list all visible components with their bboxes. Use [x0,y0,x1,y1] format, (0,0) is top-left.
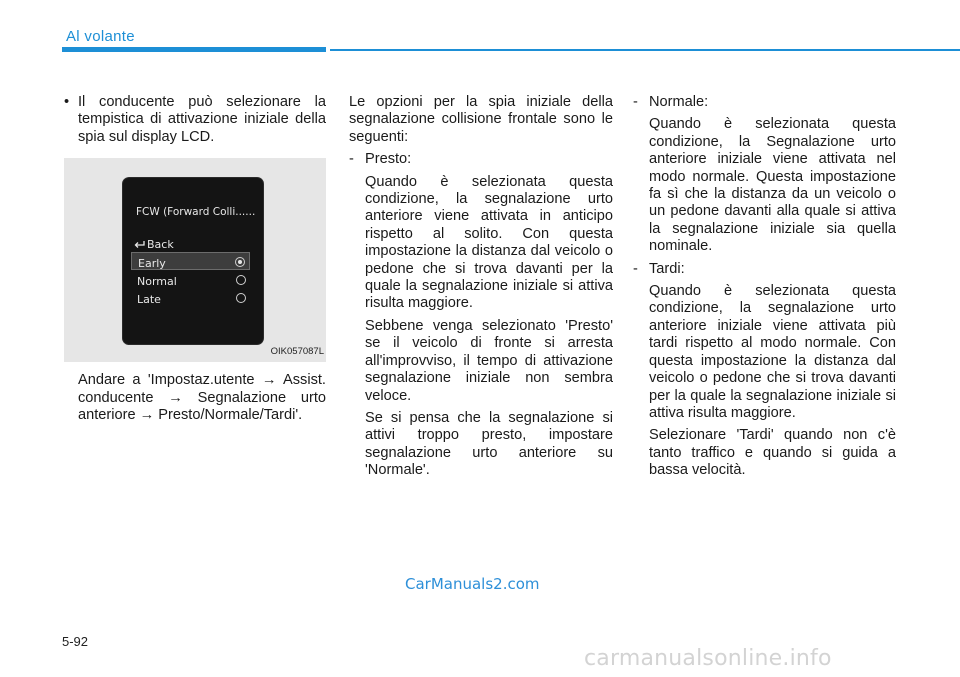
option-presto-label: Presto: [365,151,412,168]
normale-paragraph-1: Quando è selezionata questa condizione, la Segnalazione urto anteriore iniziale viene attivata nel modo normale. Questa impostazione fa sì che la distanza da un veicolo o un pedone davanti alla quale si attiva la segnalazione iniziale sia quella nominale. [649,116,896,255]
lcd-figure [64,158,326,362]
lcd-display [123,178,263,344]
lcd-option-label: Early [138,257,166,271]
section-title: Al volante [66,28,135,45]
lcd-option-label: Normal [137,275,177,289]
option-tardi-heading: - Tardi: [633,260,685,277]
radio-selected-icon [235,257,245,267]
settings-path-text: Andare a 'Impostaz.utente → Assist. conducente → Segnalazione urto anteriore → Presto/Normale/Tardi'. [78,372,326,424]
figure-code: OIK057087L [270,345,324,357]
lcd-back-label: Back [147,238,174,252]
column-1 [64,94,326,424]
lcd-option-early [131,252,250,270]
option-normale-label: Normale: [649,94,709,110]
presto-paragraph-3: Se si pensa che la segnalazione si attivi troppo presto, impostare segnalazione urto anteriore su 'Normale'. [365,409,613,479]
lcd-back-item [134,236,174,253]
radio-empty-icon [236,293,246,303]
presto-paragraph-1: Quando è selezionata questa condizione, la segnalazione urto anteriore viene attivata in anticipo rispetto al solito. Con questa impostazione la distanza dal veicolo o pedone che si trova davanti per la quale la segnalazione iniziale si attiva risulta maggiore. [365,173,613,312]
column-2 [349,94,613,480]
option-presto-heading: - Presto: [349,151,412,168]
bullet-dot: • [64,94,70,110]
presto-paragraph-2: Sebbene venga selezionato 'Presto' se il veicolo di fronte si arresta all'improvviso, il tempo di attivazione segnalazione iniziale non sembra veloce. [365,317,613,404]
tardi-paragraph-1: Quando è selezionata questa condizione, la segnalazione urto anteriore iniziale viene attivata più tardi rispetto al modo normale. Con questa impostazione la distanza dal veicolo o pedone che si trova davanti per la quale la segnalazione iniziale si attiva risulta maggiore. [649,283,896,421]
lcd-option-normal [131,271,250,289]
page-number: 5-92 [62,634,89,649]
lcd-title: FCW (Forward Colli...... [136,206,256,219]
lcd-option-late [131,289,250,307]
option-normale-heading: - Normale: [633,94,709,110]
tardi-paragraph-2: Selezionare 'Tardi' quando non c'è tanto traffico e quando si guida a bassa velocità. [649,427,896,479]
header-rule-thin [330,49,960,51]
bullet-item [64,94,326,146]
option-tardi-label: Tardi: [649,260,685,277]
watermark-footer: carmanualsonline.info [584,646,832,671]
header-rule-thick [62,47,326,52]
radio-empty-icon [236,275,246,285]
watermark-link[interactable]: CarManuals2.com [405,575,540,593]
back-arrow-icon [134,240,145,249]
options-intro: Le opzioni per la spia iniziale della segnalazione collisione frontale sono le seguenti: [349,94,613,145]
bullet-text: Il conducente può selezionare la tempistica di attivazione iniziale della spia sul display LCD. [78,94,326,145]
lcd-option-label: Late [137,293,161,307]
column-3 [633,94,896,480]
